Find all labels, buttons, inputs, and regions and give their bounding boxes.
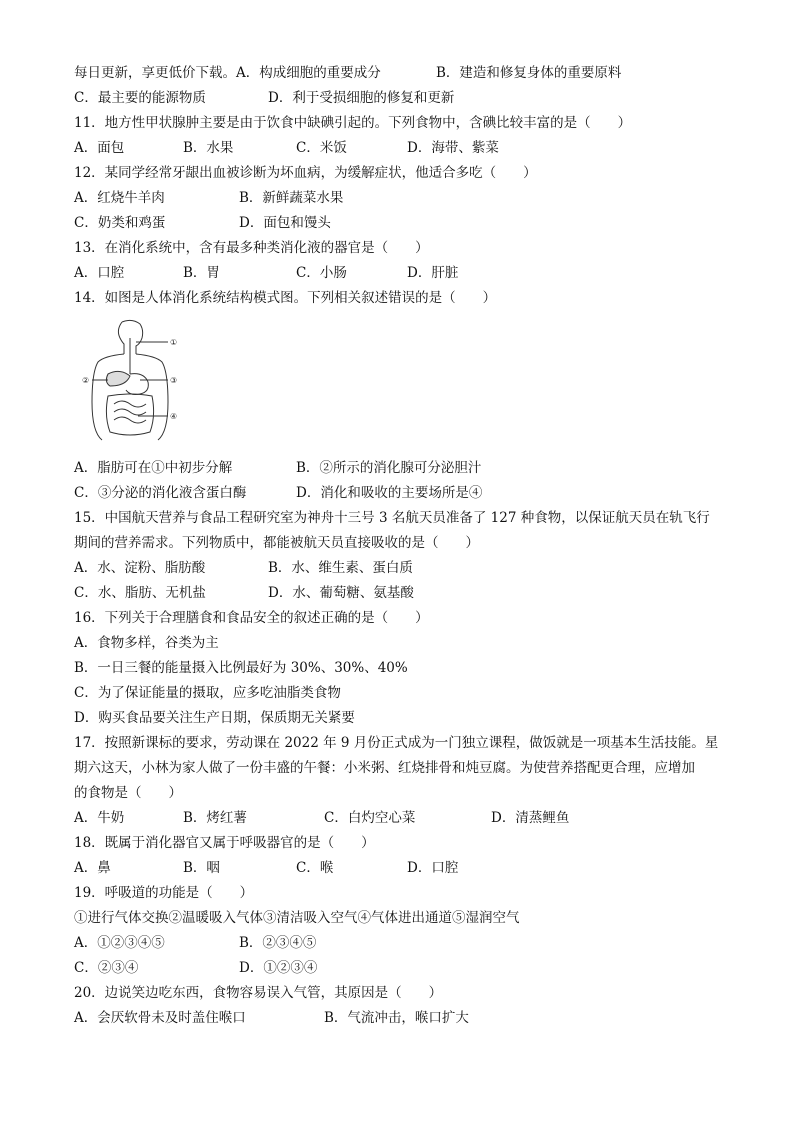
q19-d <box>239 959 317 977</box>
q17-stem-1 <box>74 734 718 752</box>
q14-c <box>74 484 246 502</box>
q12-b-text: B．新鲜蔬菜水果 <box>239 190 344 206</box>
line-q10-ab <box>74 64 381 82</box>
q19-a-text: A．①②③④⑤ <box>74 935 165 951</box>
q19-a <box>74 934 165 952</box>
q11-a <box>74 139 124 157</box>
q20-b-text: B．气流冲击，喉口扩大 <box>324 1010 469 1026</box>
q11-text: 11．地方性甲状腺肿主要是由于饮食中缺碘引起的。下列食物中，含碘比较丰富的是（ ） <box>74 115 632 131</box>
q12-c-text: C．奶类和鸡蛋 <box>74 215 166 231</box>
line-q10-d <box>268 89 454 107</box>
q14-c-text: C．③分泌的消化液含蛋白酶 <box>74 485 247 501</box>
q15-a-text: A．水、淀粉、脂肪酸 <box>74 560 206 576</box>
q13-a-text: A．口腔 <box>74 265 125 281</box>
q19-stem <box>74 884 253 902</box>
q10-option-d: D．利于受损细胞的修复和更新 <box>268 90 455 106</box>
line-q10-b <box>436 64 621 82</box>
q19-text: 19．呼吸道的功能是（ ） <box>74 885 254 901</box>
q18-c-text: C．喉 <box>296 860 334 876</box>
q18-d-text: D．口腔 <box>407 860 459 876</box>
q18-a <box>74 859 111 877</box>
q14-stem <box>74 289 496 307</box>
q20-b <box>324 1009 469 1027</box>
q17-stem-3 <box>74 784 182 802</box>
q10-option-a: 每日更新，享更低价下载。A．构成细胞的重要成分 <box>74 65 381 81</box>
q11-a-text: A．面包 <box>74 140 125 156</box>
figure-label-3: ③ <box>170 376 178 385</box>
q16-b <box>74 659 408 677</box>
q18-b-text: B．咽 <box>183 860 220 876</box>
q15-stem-1 <box>74 509 710 527</box>
digestive-system-figure <box>78 318 188 443</box>
q10-option-b: B．建造和修复身体的重要原料 <box>436 65 622 81</box>
q17-c-text: C．白灼空心菜 <box>324 810 416 826</box>
q15-c <box>74 584 206 602</box>
q17-d-text: D．清蒸鲤鱼 <box>491 810 570 826</box>
q19-c <box>74 959 138 977</box>
q18-d <box>407 859 458 877</box>
q20-text: 20．边说笑边吃东西，食物容易误入气管，其原因是（ ） <box>74 985 443 1001</box>
q17-text-2: 期六这天，小林为家人做了一份丰盛的午餐：小米粥、红烧排骨和炖豆腐。为使营养搭配更合理，应增加 <box>74 760 695 776</box>
q17-b-text: B．烤红薯 <box>183 810 247 826</box>
q16-a <box>74 634 219 652</box>
q11-d <box>407 139 499 157</box>
q12-d <box>239 214 331 232</box>
q15-d <box>268 584 414 602</box>
q18-stem <box>74 834 375 852</box>
q11-c <box>296 139 347 157</box>
q13-c <box>296 264 347 282</box>
q15-text-2: 期间的营养需求。下列物质中，都能被航天员直接吸收的是（ ） <box>74 535 479 551</box>
q13-text: 13．在消化系统中，含有最多种类消化液的器官是（ ） <box>74 240 429 256</box>
q13-stem <box>74 239 429 257</box>
q16-b-text: B．一日三餐的能量摄入比例最好为 30%、30%、40% <box>74 660 408 676</box>
q16-d-text: D．购买食品要关注生产日期，保质期无关紧要 <box>74 710 355 726</box>
q15-d-text: D．水、葡萄糖、氨基酸 <box>268 585 414 601</box>
q20-a-text: A．会厌软骨未及时盖住喉口 <box>74 1010 246 1026</box>
q12-b <box>239 189 343 207</box>
figure-label-4: ④ <box>170 412 178 421</box>
q19-statements <box>74 909 520 927</box>
q19-statements-text: ①进行气体交换②温暖吸入气体③清洁吸入空气④气体进出通道⑤湿润空气 <box>74 910 520 926</box>
figure-label-2: ② <box>82 376 90 385</box>
q13-a <box>74 264 124 282</box>
q15-text-1: 15．中国航天营养与食品工程研究室为神舟十三号 3 名航天员准备了 127 种食物，以保证航天员在轨飞行 <box>74 510 710 526</box>
q13-d-text: D．肝脏 <box>407 265 459 281</box>
q11-stem <box>74 114 631 132</box>
q16-d <box>74 709 355 727</box>
q14-a <box>74 459 232 477</box>
q12-stem <box>74 164 537 182</box>
q10-option-c: C．最主要的能源物质 <box>74 90 206 106</box>
q16-stem <box>74 609 429 627</box>
digestive-system-diagram <box>78 318 188 443</box>
q11-b <box>183 139 233 157</box>
q15-a <box>74 559 205 577</box>
q13-b <box>183 264 220 282</box>
figure-label-1: ① <box>170 338 178 347</box>
q14-text: 14．如图是人体消化系统结构模式图。下列相关叙述错误的是（ ） <box>74 290 497 306</box>
q14-d-text: D．消化和吸收的主要场所是④ <box>296 485 483 501</box>
q16-c-text: C．为了保证能量的摄取，应多吃油脂类食物 <box>74 685 341 701</box>
q14-b-text: B．②所示的消化腺可分泌胆汁 <box>296 460 482 476</box>
q17-d <box>491 809 569 827</box>
q17-text-1: 17．按照新课标的要求，劳动课在 2022 年 9 月份正式成为一门独立课程，做饭就是一项基本生活技能。星 <box>74 735 719 751</box>
q14-a-text: A．脂肪可在①中初步分解 <box>74 460 233 476</box>
q14-b <box>296 459 481 477</box>
q16-a-text: A．食物多样，谷类为主 <box>74 635 219 651</box>
q20-a <box>74 1009 246 1027</box>
q13-d <box>407 264 458 282</box>
q11-b-text: B．水果 <box>183 140 234 156</box>
q17-a-text: A．牛奶 <box>74 810 125 826</box>
q17-text-3: 的食物是（ ） <box>74 785 182 801</box>
q20-stem <box>74 984 442 1002</box>
q11-d-text: D．海带、紫菜 <box>407 140 499 156</box>
q15-b <box>268 559 413 577</box>
q13-b-text: B．胃 <box>183 265 220 281</box>
q18-b <box>183 859 220 877</box>
q19-c-text: C．②③④ <box>74 960 139 976</box>
q16-c <box>74 684 341 702</box>
q14-d <box>296 484 482 502</box>
q19-d-text: D．①②③④ <box>239 960 318 976</box>
q12-a <box>74 189 165 207</box>
q17-b <box>183 809 247 827</box>
q12-a-text: A．红烧牛羊肉 <box>74 190 165 206</box>
q13-c-text: C．小肠 <box>296 265 347 281</box>
q12-d-text: D．面包和馒头 <box>239 215 331 231</box>
q19-b <box>239 934 316 952</box>
q17-a <box>74 809 124 827</box>
q18-a-text: A．鼻 <box>74 860 111 876</box>
q15-b-text: B．水、维生素、蛋白质 <box>268 560 413 576</box>
line-q10-c <box>74 89 206 107</box>
q12-c <box>74 214 165 232</box>
q18-text: 18．既属于消化器官又属于呼吸器官的是（ ） <box>74 835 375 851</box>
q17-stem-2 <box>74 759 695 777</box>
q15-stem-2 <box>74 534 479 552</box>
q12-text: 12．某同学经常牙龈出血被诊断为坏血病，为缓解症状，他适合多吃（ ） <box>74 165 537 181</box>
q15-c-text: C．水、脂肪、无机盐 <box>74 585 206 601</box>
q11-c-text: C．米饭 <box>296 140 347 156</box>
q16-text: 16．下列关于合理膳食和食品安全的叙述正确的是（ ） <box>74 610 429 626</box>
q19-b-text: B．②③④⑤ <box>239 935 317 951</box>
q17-c <box>324 809 415 827</box>
q18-c <box>296 859 333 877</box>
